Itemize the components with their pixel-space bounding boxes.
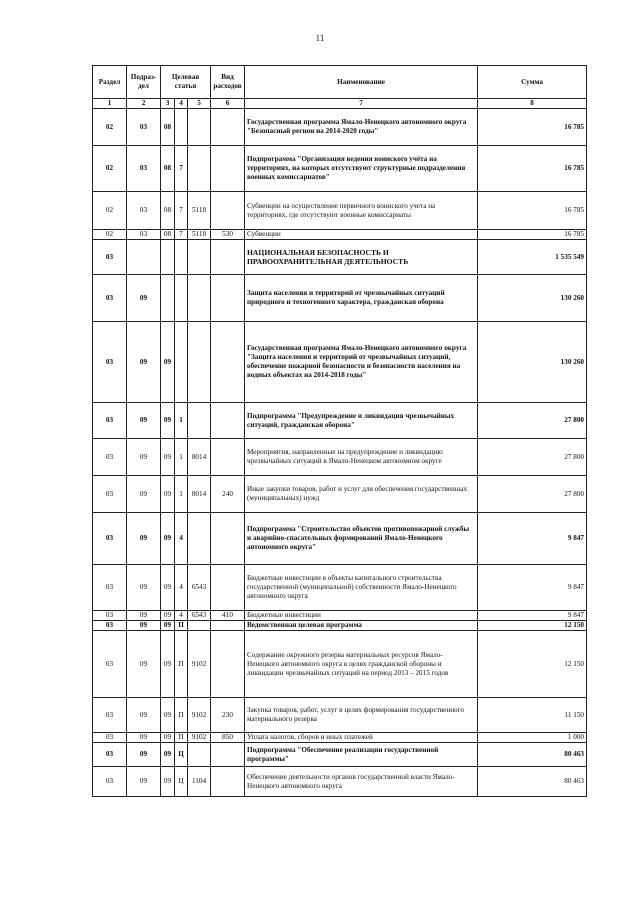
cell-target-program: 09 [161, 565, 175, 611]
cell-expense-type [211, 192, 245, 230]
cell-razdel: 03 [93, 513, 127, 565]
cell-target-direction: 1104 [188, 767, 211, 797]
cell-razdel: 03 [93, 439, 127, 476]
table-row [93, 439, 587, 476]
table-row [93, 146, 587, 192]
cell-sum: 1 535 549 [478, 240, 587, 275]
cell-target-subprogram: Ц [175, 767, 188, 797]
cell-target-subprogram: 1 [175, 403, 188, 439]
cell-expense-type [211, 743, 245, 767]
cell-target-direction: 9102 [188, 698, 211, 733]
cell-sum: 130 260 [478, 275, 587, 322]
cell-razdel: 03 [93, 631, 127, 698]
column-number: 8 [478, 99, 587, 109]
cell-expense-type [211, 513, 245, 565]
column-number: 4 [175, 99, 188, 109]
cell-sum: 27 800 [478, 403, 587, 439]
cell-sum: 27 800 [478, 476, 587, 513]
cell-target-direction: 6543 [188, 565, 211, 611]
column-number: 7 [245, 99, 478, 109]
cell-target-subprogram: 4 [175, 513, 188, 565]
cell-razdel: 03 [93, 743, 127, 767]
cell-razdel: 02 [93, 230, 127, 240]
cell-name: Подпрограмма "Обеспечение реализации государственной программы" [245, 743, 478, 767]
cell-podrazdel: 09 [127, 322, 161, 403]
column-number: 6 [211, 99, 245, 109]
cell-target-subprogram: П [175, 621, 188, 631]
cell-target-direction: 5118 [188, 230, 211, 240]
cell-target-subprogram [175, 322, 188, 403]
table-row [93, 230, 587, 240]
table-row [93, 631, 587, 698]
cell-target-program: 08 [161, 146, 175, 192]
cell-target-program: 08 [161, 192, 175, 230]
cell-podrazdel: 09 [127, 275, 161, 322]
cell-name: Закупка товаров, работ, услуг в целях формирования государственного материального резерва [245, 698, 478, 733]
cell-razdel: 03 [93, 733, 127, 743]
cell-razdel: 03 [93, 767, 127, 797]
table-row [93, 322, 587, 403]
cell-target-direction: 8014 [188, 476, 211, 513]
cell-sum: 16 785 [478, 146, 587, 192]
cell-razdel: 03 [93, 476, 127, 513]
cell-podrazdel: 09 [127, 513, 161, 565]
cell-name: Содержание окружного резерва материальных ресурсов Ямало-Ненецкого автономного округа в целях гражданской обороны и ликвидации чрезвычайных ситуаций на период 2013 – 2015 годов [245, 631, 478, 698]
cell-sum: 130 260 [478, 322, 587, 403]
cell-target-subprogram [175, 109, 188, 146]
cell-podrazdel: 09 [127, 476, 161, 513]
cell-podrazdel: 09 [127, 439, 161, 476]
cell-sum: 16 785 [478, 192, 587, 230]
cell-target-direction [188, 621, 211, 631]
cell-expense-type: 850 [211, 733, 245, 743]
table-row [93, 698, 587, 733]
cell-expense-type [211, 240, 245, 275]
cell-target-direction [188, 743, 211, 767]
cell-target-direction: 5118 [188, 192, 211, 230]
cell-target-direction: 8014 [188, 439, 211, 476]
cell-target-subprogram: 7 [175, 230, 188, 240]
cell-target-program: 09 [161, 743, 175, 767]
cell-target-subprogram: Ц [175, 743, 188, 767]
table-row [93, 513, 587, 565]
cell-expense-type [211, 621, 245, 631]
cell-target-program: 09 [161, 621, 175, 631]
cell-expense-type [211, 322, 245, 403]
cell-sum: 12 150 [478, 621, 587, 631]
cell-name: Бюджетные инвестиции в объекты капитального строительства государственной (муниципальной) собственности Ямало-Ненецкого автономного округа [245, 565, 478, 611]
cell-target-program [161, 240, 175, 275]
cell-target-subprogram: 1 [175, 476, 188, 513]
cell-target-program: 08 [161, 230, 175, 240]
cell-expense-type [211, 631, 245, 698]
table-row [93, 611, 587, 621]
cell-sum: 9 847 [478, 565, 587, 611]
cell-target-subprogram: П [175, 631, 188, 698]
cell-expense-type [211, 767, 245, 797]
cell-target-direction: 9102 [188, 733, 211, 743]
cell-name: Уплата налогов, сборов и иных платежей [245, 733, 478, 743]
cell-podrazdel: 03 [127, 109, 161, 146]
cell-target-subprogram: П [175, 698, 188, 733]
cell-expense-type [211, 565, 245, 611]
cell-target-direction [188, 240, 211, 275]
cell-name: Государственная программа Ямало-Ненецкого автономного округа "Безопасный регион на 2014-2020 годы" [245, 109, 478, 146]
cell-podrazdel: 09 [127, 733, 161, 743]
cell-razdel: 03 [93, 275, 127, 322]
cell-expense-type [211, 439, 245, 476]
cell-target-program [161, 275, 175, 322]
cell-expense-type [211, 146, 245, 192]
cell-razdel: 03 [93, 611, 127, 621]
cell-target-program: 09 [161, 403, 175, 439]
cell-target-program: 09 [161, 767, 175, 797]
cell-sum: 12 150 [478, 631, 587, 698]
table-row [93, 767, 587, 797]
cell-target-program: 09 [161, 631, 175, 698]
cell-target-direction [188, 322, 211, 403]
cell-name: Государственная программа Ямало-Ненецкого автономного округа "Защита населения и территорий от чрезвычайных ситуаций, обеспечение пожарной безопасности и безопасности населения на водных объектах на 2014-2018 годы" [245, 322, 478, 403]
cell-name: Обеспечение деятельности органов государственной власти Ямало-Ненецкого автономного округа [245, 767, 478, 797]
cell-sum: 80 463 [478, 767, 587, 797]
page-number: 11 [315, 33, 325, 43]
cell-target-direction [188, 275, 211, 322]
cell-target-program: 09 [161, 439, 175, 476]
cell-target-subprogram: 1 [175, 439, 188, 476]
cell-target-program: 09 [161, 513, 175, 565]
header-name: Наименование [245, 66, 478, 99]
cell-target-subprogram: 7 [175, 192, 188, 230]
table-row [93, 733, 587, 743]
cell-podrazdel: 03 [127, 146, 161, 192]
cell-expense-type: 230 [211, 698, 245, 733]
column-number: 5 [188, 99, 211, 109]
cell-target-program: 09 [161, 611, 175, 621]
cell-podrazdel: 03 [127, 192, 161, 230]
table-row [93, 192, 587, 230]
column-number-row [93, 99, 587, 109]
cell-sum: 80 463 [478, 743, 587, 767]
cell-razdel: 02 [93, 192, 127, 230]
cell-podrazdel: 09 [127, 565, 161, 611]
cell-name: Подпрограмма "Строительство объектов противопожарной службы и аварийно-спасательных формирований Ямало-Ненецкого автономного округа" [245, 513, 478, 565]
column-number: 1 [93, 99, 127, 109]
cell-target-program: 09 [161, 476, 175, 513]
cell-target-program: 08 [161, 109, 175, 146]
cell-podrazdel: 09 [127, 403, 161, 439]
cell-name: Бюджетные инвестиции [245, 611, 478, 621]
cell-podrazdel: 09 [127, 743, 161, 767]
cell-podrazdel: 09 [127, 631, 161, 698]
cell-razdel: 03 [93, 698, 127, 733]
cell-razdel: 03 [93, 322, 127, 403]
table-row [93, 109, 587, 146]
cell-target-subprogram: 4 [175, 611, 188, 621]
cell-target-subprogram: 4 [175, 565, 188, 611]
cell-podrazdel: 09 [127, 611, 161, 621]
cell-podrazdel: 03 [127, 230, 161, 240]
cell-razdel: 03 [93, 403, 127, 439]
cell-target-subprogram [175, 240, 188, 275]
cell-target-subprogram [175, 275, 188, 322]
cell-sum: 11 150 [478, 698, 587, 733]
cell-name: Иные закупки товаров, работ и услуг для обеспечения государственных (муниципальных) нужд [245, 476, 478, 513]
header-section: Раздел [93, 66, 127, 99]
cell-name: Подпрограмма "Предупреждение и ликвидация чрезвычайных ситуаций, гражданская оборона" [245, 403, 478, 439]
cell-name: Защита населения и территорий от чрезвычайных ситуаций природного и техногенного характера, гражданская оборона [245, 275, 478, 322]
cell-name: НАЦИОНАЛЬНАЯ БЕЗОПАСНОСТЬ И ПРАВООХРАНИТЕЛЬНАЯ ДЕЯТЕЛЬНОСТЬ [245, 240, 478, 275]
cell-target-program: 09 [161, 322, 175, 403]
cell-target-program: 09 [161, 698, 175, 733]
column-number: 3 [161, 99, 175, 109]
cell-name: Субвенции на осуществление первичного воинского учета на территориях, где отсутствуют военные комиссариаты [245, 192, 478, 230]
cell-name: Субвенции [245, 230, 478, 240]
cell-podrazdel [127, 240, 161, 275]
cell-razdel: 02 [93, 146, 127, 192]
cell-sum: 9 847 [478, 513, 587, 565]
cell-expense-type [211, 275, 245, 322]
cell-podrazdel: 09 [127, 767, 161, 797]
budget-table [92, 65, 587, 797]
cell-podrazdel: 09 [127, 698, 161, 733]
cell-target-program: 09 [161, 733, 175, 743]
table-row [93, 240, 587, 275]
cell-sum: 27 800 [478, 439, 587, 476]
cell-expense-type: 410 [211, 611, 245, 621]
header-sum: Сумма [478, 66, 587, 99]
cell-razdel: 03 [93, 621, 127, 631]
table-row [93, 565, 587, 611]
table-row [93, 476, 587, 513]
cell-expense-type: 530 [211, 230, 245, 240]
cell-razdel: 02 [93, 109, 127, 146]
table-row [93, 743, 587, 767]
cell-target-direction [188, 403, 211, 439]
cell-expense-type [211, 109, 245, 146]
cell-target-subprogram: 7 [175, 146, 188, 192]
cell-razdel: 03 [93, 565, 127, 611]
table-row [93, 621, 587, 631]
cell-target-subprogram: П [175, 733, 188, 743]
column-number: 2 [127, 99, 161, 109]
cell-name: Подпрограмма "Организация ведения воинского учёта на территориях, на которых отсутствуют структурные подразделения военных комиссариатов" [245, 146, 478, 192]
cell-sum: 1 000 [478, 733, 587, 743]
cell-name: Ведомственная целевая программа [245, 621, 478, 631]
header-target-article: Целевая статья [161, 66, 211, 99]
cell-expense-type: 240 [211, 476, 245, 513]
cell-sum: 9 847 [478, 611, 587, 621]
cell-target-direction: 9102 [188, 631, 211, 698]
cell-target-direction: 6543 [188, 611, 211, 621]
table-row [93, 275, 587, 322]
header-subsection: Подраз-дел [127, 66, 161, 99]
cell-sum: 16 785 [478, 109, 587, 146]
cell-target-direction [188, 513, 211, 565]
cell-target-direction [188, 146, 211, 192]
cell-target-direction [188, 109, 211, 146]
cell-expense-type [211, 403, 245, 439]
cell-name: Мероприятия, направленные на предупреждение и ликвидацию чрезвычайных ситуаций в Ямало-Ненецком автономном округе [245, 439, 478, 476]
header-expense-type: Вид расходов [211, 66, 245, 99]
cell-razdel: 03 [93, 240, 127, 275]
table-row [93, 403, 587, 439]
cell-podrazdel: 09 [127, 621, 161, 631]
cell-sum: 16 785 [478, 230, 587, 240]
